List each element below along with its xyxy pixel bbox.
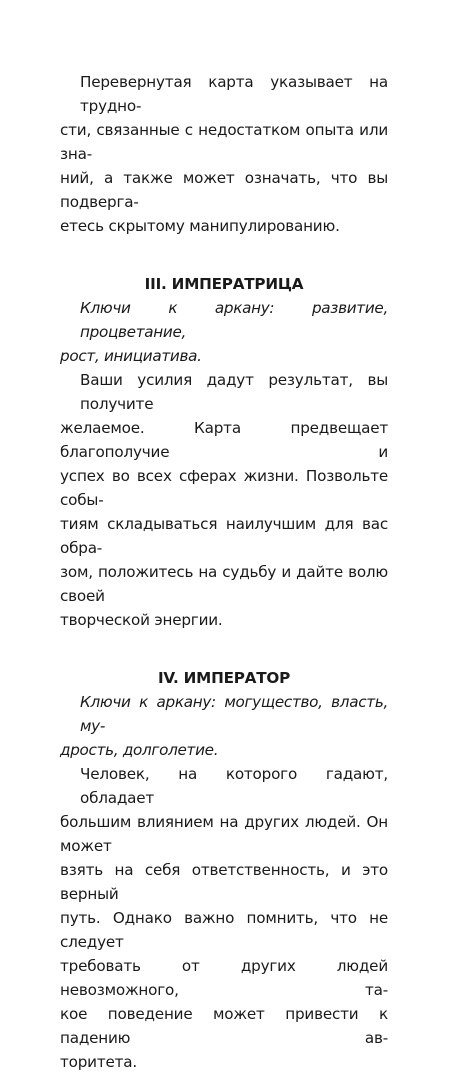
body-line: торитета. [60,1053,138,1071]
section-spacer [60,632,388,666]
section-emperor [60,666,388,1074]
intro-paragraph [60,70,388,238]
section-empress [60,272,388,632]
body-line: Человек, на которого гадают, обладает [80,765,388,807]
arcana-keys-emperor [60,690,388,762]
section-spacer [60,238,388,272]
empress-paragraph [60,368,388,632]
intro-line: етесь скрытому манипулированию. [60,217,340,235]
keys-line: рост, инициатива. [60,347,202,365]
keys-line: дрость, долголетие. [60,741,219,759]
body-line: путь. Однако важно помнить, что не следует [60,909,388,951]
body-line: требовать от других людей невозможного, та- [60,957,388,999]
body-line: успех во всех сферах жизни. Позвольте собы- [60,467,388,509]
body-line: Ваши усилия дадут результат, вы получите [80,371,388,413]
body-line: творческой энергии. [60,611,223,629]
intro-line: Перевернутая карта указывает на трудно- [80,73,388,115]
section-heading-empress: III. ИМПЕРАТРИЦА [144,275,304,293]
book-page [60,70,388,1074]
body-line: большим влиянием на других людей. Он может [60,813,388,855]
body-line: зом, положитесь на судьбу и дайте волю своей [60,563,388,605]
section-heading-emperor: IV. ИМПЕРАТОР [157,669,291,687]
emperor-paragraph [60,762,388,1074]
body-line: кое поведение может привести к падению ав- [60,1005,388,1047]
body-line: взять на себя ответственность, и это верный [60,861,388,903]
intro-line: сти, связанные с недостатком опыта или зна- [60,121,388,163]
keys-line: Ключи к аркану: могущество, власть, му- [80,693,388,735]
body-line: тиям складываться наилучшим для вас обра- [60,515,388,557]
body-line: желаемое. Карта предвещает благополучие и [60,419,388,461]
arcana-keys-empress [60,296,388,368]
keys-line: Ключи к аркану: развитие, процветание, [80,299,388,341]
intro-line: ний, а также может означать, что вы подверга- [60,169,388,211]
